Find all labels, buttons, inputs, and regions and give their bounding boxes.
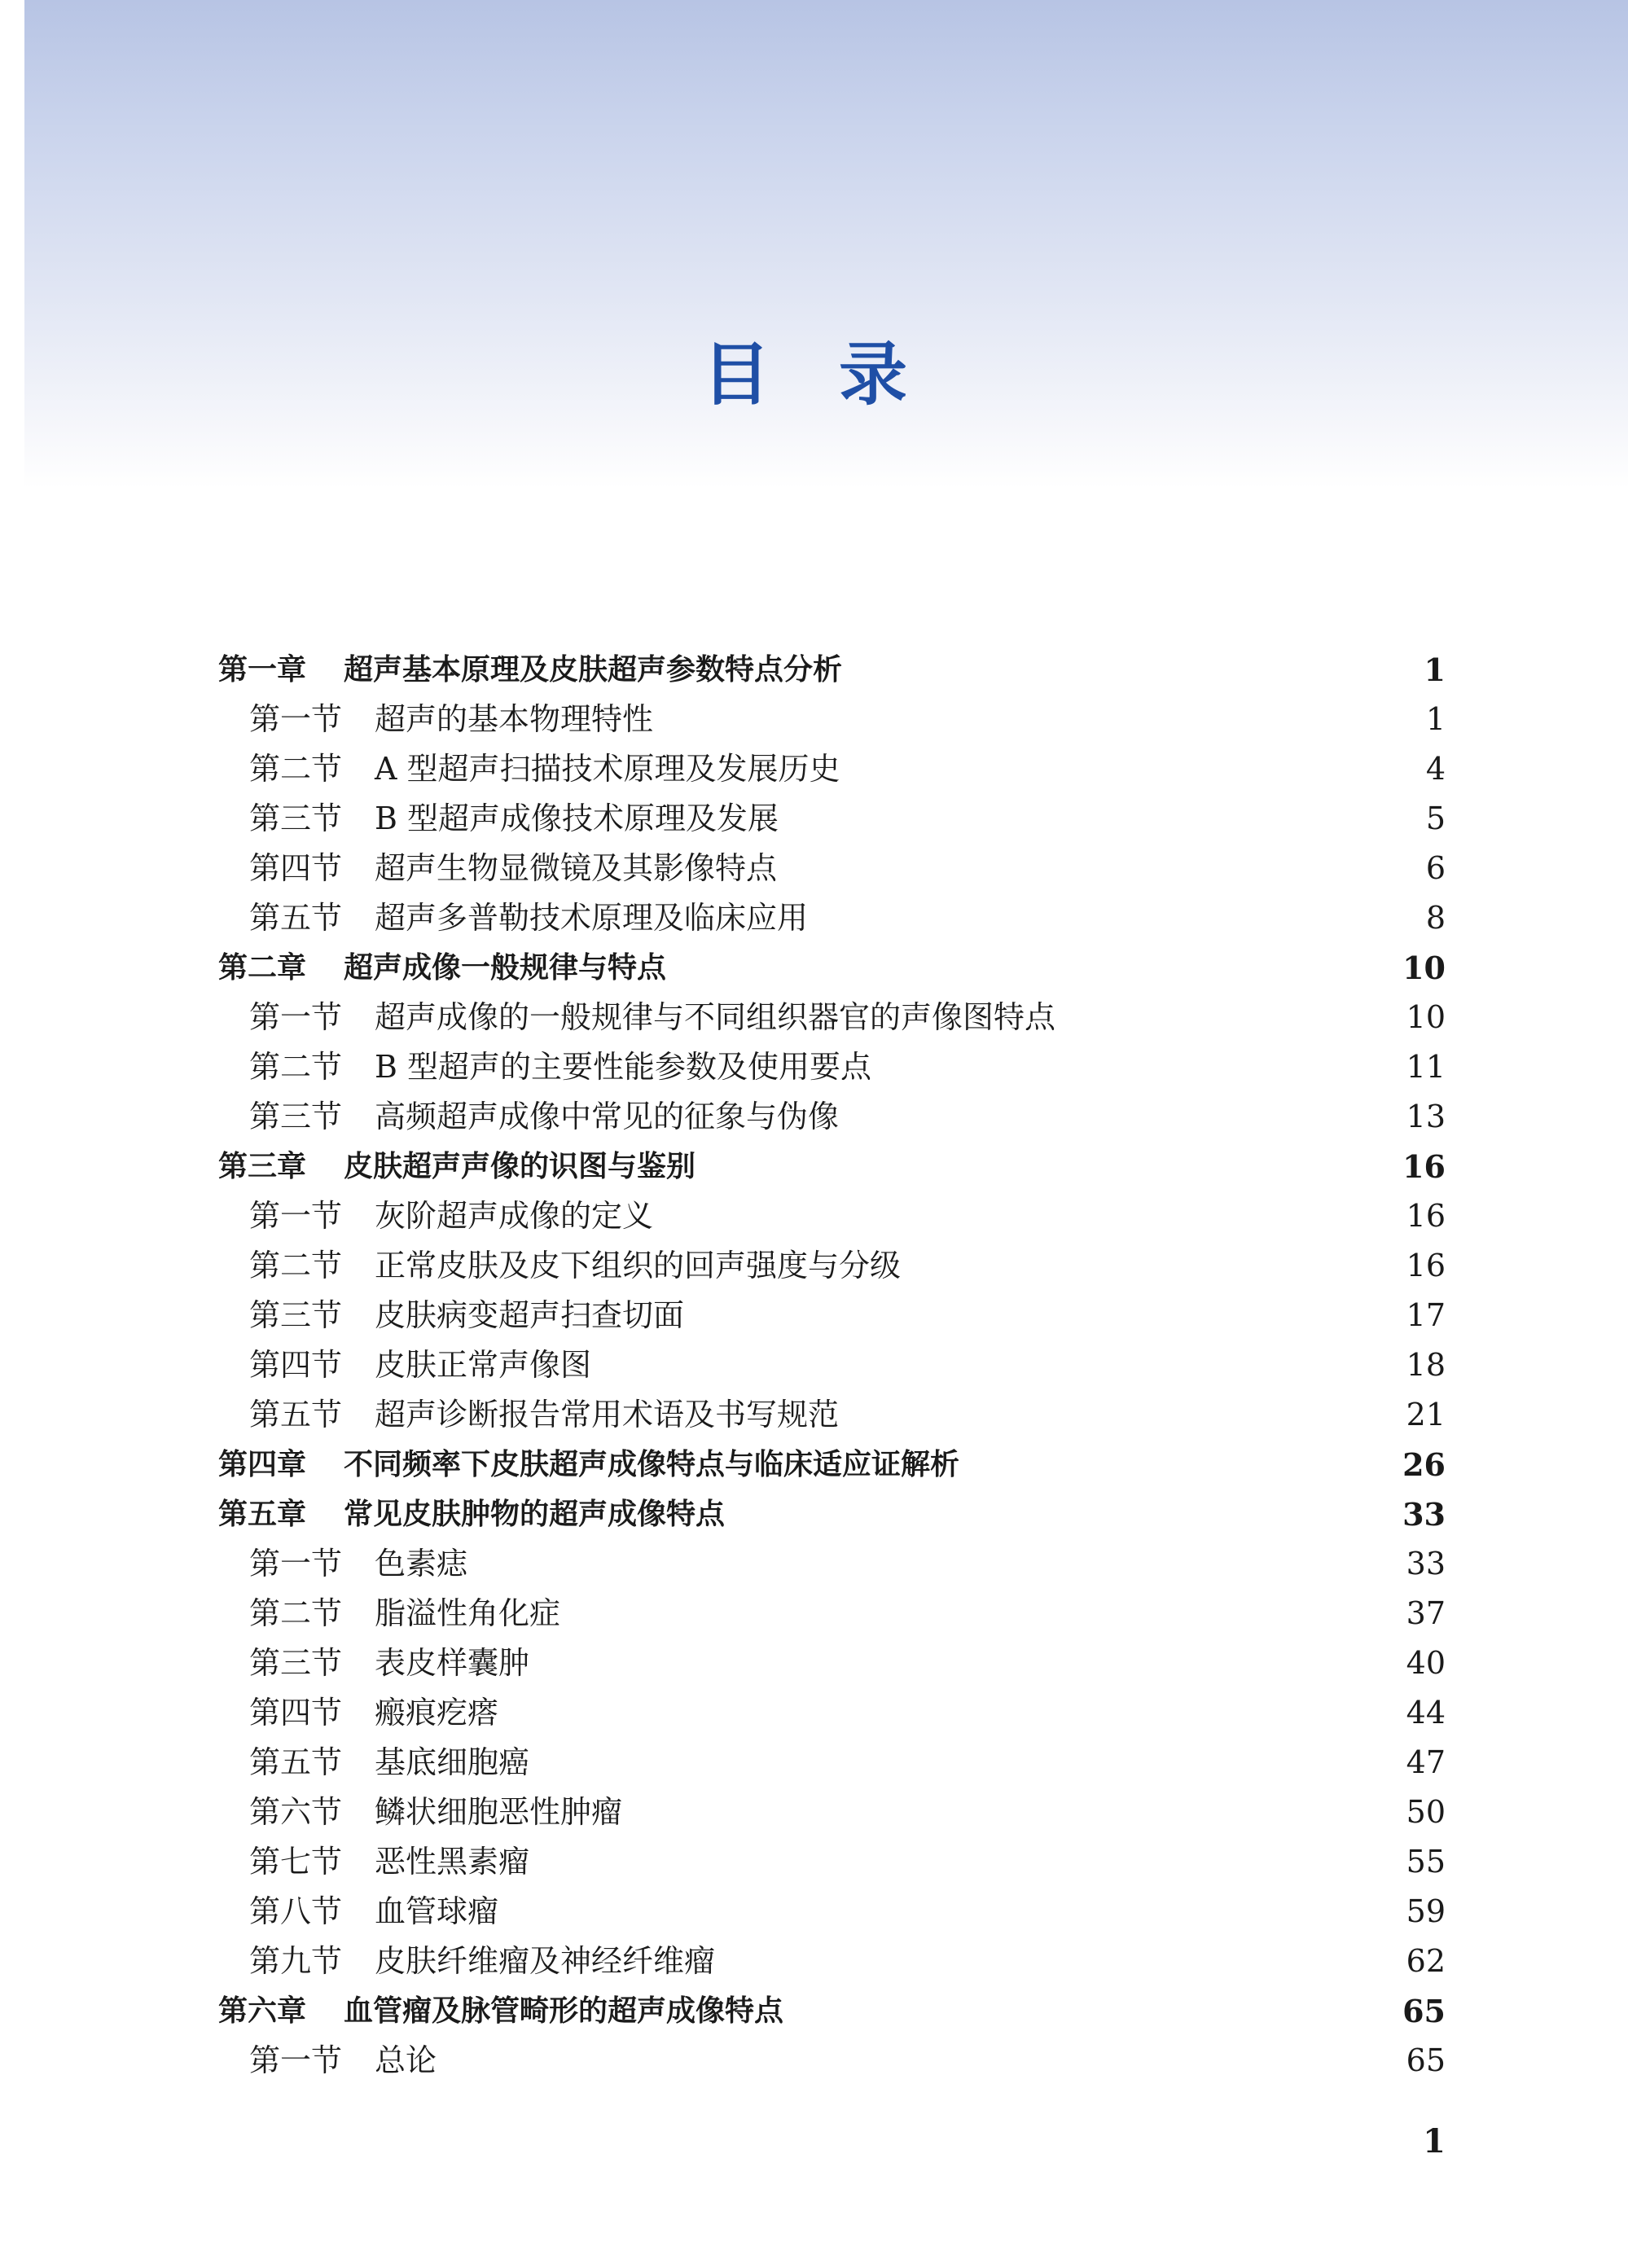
toc-entry-page: 65 [1406,2042,1446,2078]
toc-section-row[interactable] [0,1937,1628,1986]
toc-entry-title: 脂溢性角化症 [375,1595,561,1631]
toc-chapter-row[interactable] [0,1489,1628,1539]
toc-entry-title: 皮肤超声声像的识图与鉴别 [344,1150,696,1183]
toc-entry-title: 基底细胞癌 [375,1744,530,1780]
toc-entry-label: 第二节 [249,1049,343,1085]
toc-entry-label: 第五节 [249,1744,343,1780]
toc-entry-page: 50 [1406,1794,1446,1830]
toc-entry-label: 第三章 [218,1150,307,1183]
toc-entry-title: 恶性黑素瘤 [375,1844,530,1880]
toc-section-row[interactable] [0,2036,1628,2086]
toc-entry-title: 超声基本原理及皮肤超声参数特点分析 [344,653,843,687]
toc-entry-title: B 型超声成像技术原理及发展 [375,801,779,836]
toc-entry-label: 第五节 [249,1397,343,1432]
toc-section-row[interactable] [0,744,1628,794]
toc-section-row[interactable] [0,794,1628,844]
toc-entry-label: 第八节 [249,1893,343,1929]
toc-section-row[interactable] [0,1340,1628,1390]
toc-entry-title: A 型超声扫描技术原理及发展历史 [375,751,840,787]
toc-entry-page: 1 [1424,651,1446,688]
toc-entry-label: 第五章 [218,1498,307,1531]
toc-entry-page: 10 [1402,950,1446,986]
toc-entry-page: 18 [1406,1347,1446,1383]
toc-entry-label: 第五节 [249,900,343,936]
toc-entry-title: 皮肤病变超声扫查切面 [375,1297,685,1333]
toc-entry-label: 第一章 [218,653,307,687]
toc-section-row[interactable] [0,993,1628,1042]
toc-entry-label: 第四节 [249,850,343,886]
toc-entry-page: 62 [1406,1943,1446,1979]
toc-entry-label: 第四节 [249,1347,343,1383]
toc-entry-page: 37 [1406,1595,1446,1631]
toc-section-row[interactable] [0,1589,1628,1638]
toc-entry-label: 第九节 [249,1943,343,1979]
toc-entry-label: 第一节 [249,1198,343,1234]
toc-chapter-row[interactable] [0,1440,1628,1489]
toc-entry-page: 16 [1402,1148,1446,1185]
toc-entry-title: 瘢痕疙瘩 [375,1695,499,1731]
toc-entry-page: 33 [1402,1496,1446,1533]
toc-entry-page: 21 [1406,1397,1446,1432]
toc-entry-label: 第四章 [218,1448,307,1481]
toc-entry-title: 血管瘤及脉管畸形的超声成像特点 [344,1994,784,2028]
toc-entry-label: 第二章 [218,951,307,985]
toc-entry-label: 第一节 [249,1546,343,1581]
toc-entry-label: 第七节 [249,1844,343,1880]
toc-entry-page: 47 [1406,1744,1446,1780]
toc-entry-page: 17 [1406,1297,1446,1333]
toc-entry-title: 鳞状细胞恶性肿瘤 [375,1794,623,1830]
toc-entry-label: 第一节 [249,2042,343,2078]
toc-entry-page: 16 [1406,1198,1446,1234]
toc-section-row[interactable] [0,1291,1628,1340]
toc-section-row[interactable] [0,1688,1628,1738]
page-title: 目录 [701,335,976,415]
page-number: 1 [1423,2122,1446,2161]
toc-section-row[interactable] [0,893,1628,943]
toc-entry-label: 第三节 [249,1099,343,1134]
toc-entry-label: 第三节 [249,1645,343,1681]
toc-entry-label: 第六章 [218,1994,307,2028]
toc-entry-page: 1 [1425,701,1446,737]
toc-section-row[interactable] [0,1241,1628,1291]
toc-chapter-row[interactable] [0,943,1628,993]
toc-entry-page: 6 [1425,850,1446,886]
toc-entry-page: 11 [1406,1049,1446,1085]
toc-entry-label: 第三节 [249,1297,343,1333]
toc-chapter-row[interactable] [0,1986,1628,2036]
toc-entry-label: 第二节 [249,1248,343,1283]
toc-entry-title: 超声多普勒技术原理及临床应用 [375,900,809,936]
toc-entry-title: 皮肤纤维瘤及神经纤维瘤 [375,1943,716,1979]
toc-entry-label: 第三节 [249,801,343,836]
toc-entry-title: 血管球瘤 [375,1893,499,1929]
toc-section-row[interactable] [0,1092,1628,1142]
toc-section-row[interactable] [0,1191,1628,1241]
toc-entry-page: 16 [1406,1248,1446,1283]
toc-entry-title: 总论 [375,2042,437,2078]
toc-entry-page: 5 [1425,801,1446,836]
toc-entry-title: 灰阶超声成像的定义 [375,1198,654,1234]
toc-entry-page: 8 [1425,900,1446,936]
toc-entry-title: 超声成像一般规律与特点 [344,951,667,985]
toc-entry-page: 4 [1425,751,1446,787]
toc-entry-title: 超声的基本物理特性 [375,701,654,737]
toc-entry-label: 第四节 [249,1695,343,1731]
toc-entry-page: 65 [1402,1993,1446,2029]
toc-entry-page: 59 [1406,1893,1446,1929]
toc-entry-title: 皮肤正常声像图 [375,1347,592,1383]
toc-section-row[interactable] [0,1837,1628,1887]
toc-entry-page: 13 [1406,1099,1446,1134]
toc-entry-page: 26 [1402,1446,1446,1483]
toc-entry-page: 10 [1406,999,1446,1035]
toc-entry-title: 高频超声成像中常见的征象与伪像 [375,1099,840,1134]
toc-entry-page: 33 [1406,1546,1446,1581]
toc-entry-title: 正常皮肤及皮下组织的回声强度与分级 [375,1248,902,1283]
toc-entry-label: 第二节 [249,1595,343,1631]
toc-entry-page: 40 [1406,1645,1446,1681]
toc-entry-label: 第六节 [249,1794,343,1830]
toc-entry-page: 55 [1406,1844,1446,1880]
toc-section-row[interactable] [0,1887,1628,1937]
toc-entry-label: 第一节 [249,999,343,1035]
toc-section-row[interactable] [0,1042,1628,1092]
toc-section-row[interactable] [0,1638,1628,1688]
toc-entry-label: 第一节 [249,701,343,737]
toc-entry-title: 表皮样囊肿 [375,1645,530,1681]
toc-entry-title: 常见皮肤肿物的超声成像特点 [344,1498,726,1531]
toc-section-row[interactable] [0,695,1628,744]
toc-chapter-row[interactable] [0,1142,1628,1191]
table-of-contents [0,645,1628,2086]
toc-entry-title: 超声诊断报告常用术语及书写规范 [375,1397,840,1432]
toc-entry-title: 超声成像的一般规律与不同组织器官的声像图特点 [375,999,1056,1035]
toc-section-row[interactable] [0,1539,1628,1589]
toc-section-row[interactable] [0,1390,1628,1440]
toc-entry-title: 超声生物显微镜及其影像特点 [375,850,778,886]
toc-entry-title: 色素痣 [375,1546,468,1581]
toc-section-row[interactable] [0,1738,1628,1788]
toc-section-row[interactable] [0,844,1628,893]
toc-entry-title: B 型超声的主要性能参数及使用要点 [375,1049,872,1085]
toc-entry-label: 第二节 [249,751,343,787]
toc-section-row[interactable] [0,1788,1628,1837]
toc-chapter-row[interactable] [0,645,1628,695]
toc-entry-title: 不同频率下皮肤超声成像特点与临床适应证解析 [344,1448,960,1481]
toc-entry-page: 44 [1406,1695,1446,1731]
